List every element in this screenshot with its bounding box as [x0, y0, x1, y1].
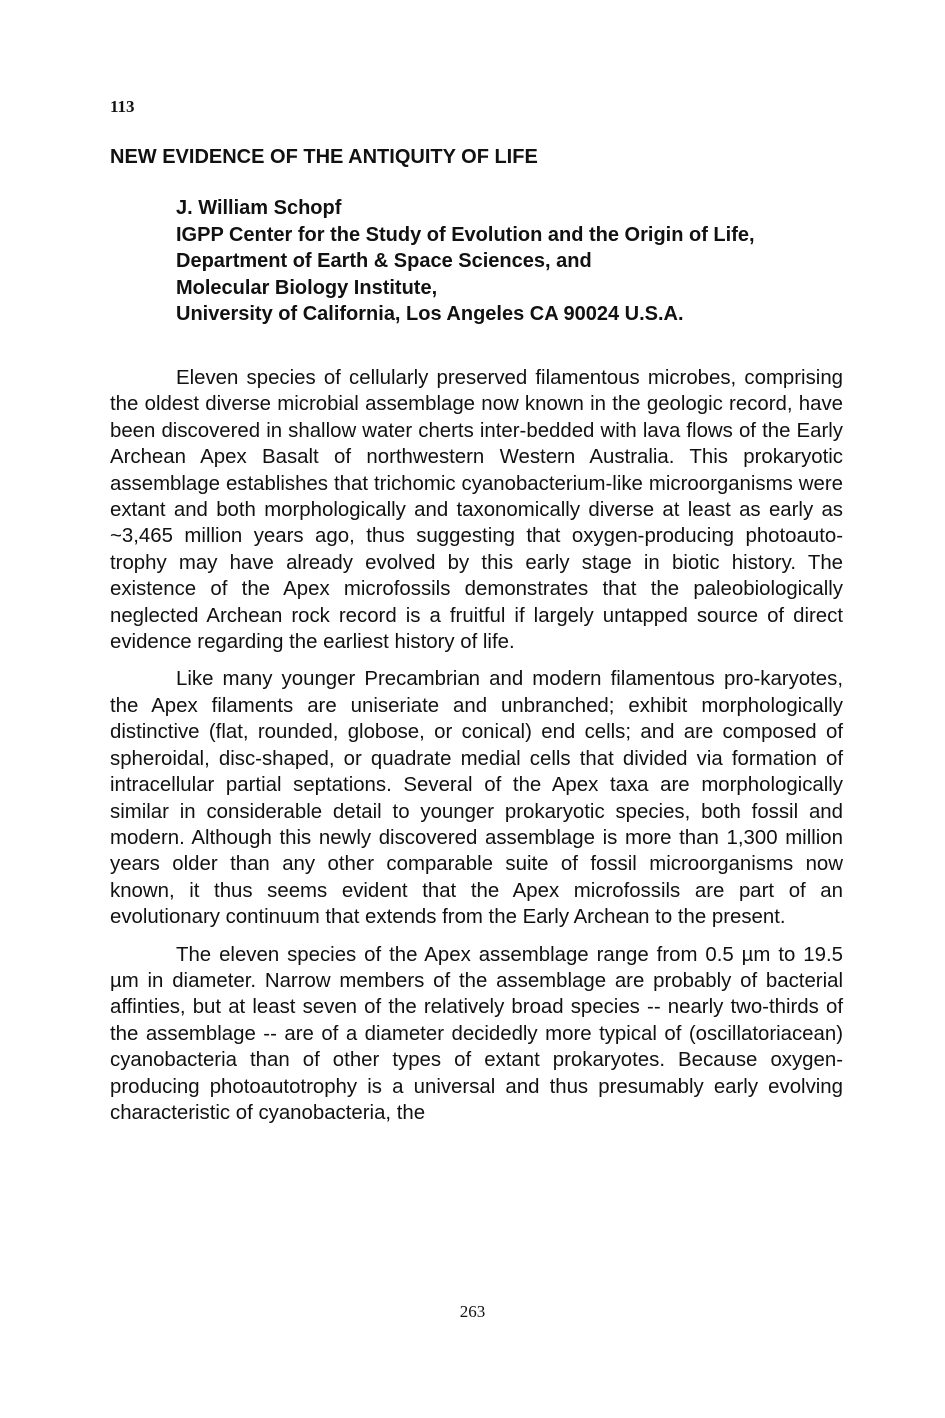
affiliation-line: University of California, Los Angeles CA 90024 U.S.A.	[176, 303, 684, 325]
body-paragraph: Like many younger Precambrian and modern filamentous pro-karyotes, the Apex filaments are uniseriate and unbranched; exhibit morphologically distinctive (flat, rounded, globose, or conical) end cells; and are composed of spheroidal, disc-shaped, or quadrate medial cells that divided via formation of intracellular partial septations. Several of the Apex taxa are morphologically similar in considerable detail to younger prokaryotic species, both fossil and modern. Although this newly discovered assemblage is more than 1,300 million years older than any other comparable suite of fossil microorganisms now known, it thus seems evident that the Apex microfossils are part of an evolutionary continuum that extends from the Early Archean to the present.	[110, 668, 843, 929]
body-paragraph: Eleven species of cellularly preserved filamentous microbes, comprising the oldest diverse microbial assemblage now known in the geologic record, have been discovered in shallow water cherts inter-bedded with lava flows of the Early Archean Apex Basalt of northwestern Western Australia. This prokaryotic assemblage establishes that trichomic cyanobacterium-like microorganisms were extant and both morphologically and taxonomically diverse at least as early as ~3,465 million years ago, thus suggesting that oxygen-producing photoauto-trophy may have already evolved by this early stage in biotic history. The existence of the Apex microfossils demonstrates that the paleobiologically neglected Archean rock record is a fruitful if largely untapped source of direct evidence regarding the earliest history of life.	[110, 367, 843, 654]
page-number: 263	[459, 1302, 486, 1321]
paper-title: NEW EVIDENCE OF THE ANTIQUITY OF LIFE	[110, 146, 538, 168]
abstract-body	[110, 365, 843, 1137]
author-name: J. William Schopf	[176, 197, 342, 219]
affiliation-line: IGPP Center for the Study of Evolution and the Origin of Life,	[176, 223, 755, 246]
author-block	[176, 195, 876, 328]
abstract-number: 113	[110, 97, 135, 116]
affiliation-line: Molecular Biology Institute,	[176, 276, 438, 299]
body-paragraph: The eleven species of the Apex assemblage range from 0.5 µm to 19.5 µm in diameter. Narrow members of the assemblage are probably of bacterial affinties, but at least seven of the relatively broad species -- nearly two-thirds of the assemblage -- are of a diameter decidedly more typical of (oscillatoriacean) cyanobacteria than of other types of extant prokaryotes. Because oxygen-producing photoautotrophy is a universal and thus presumably early evolving characteristic of cyanobacteria, the	[110, 943, 843, 1124]
affiliation-line: Department of Earth & Space Sciences, and	[176, 250, 592, 272]
